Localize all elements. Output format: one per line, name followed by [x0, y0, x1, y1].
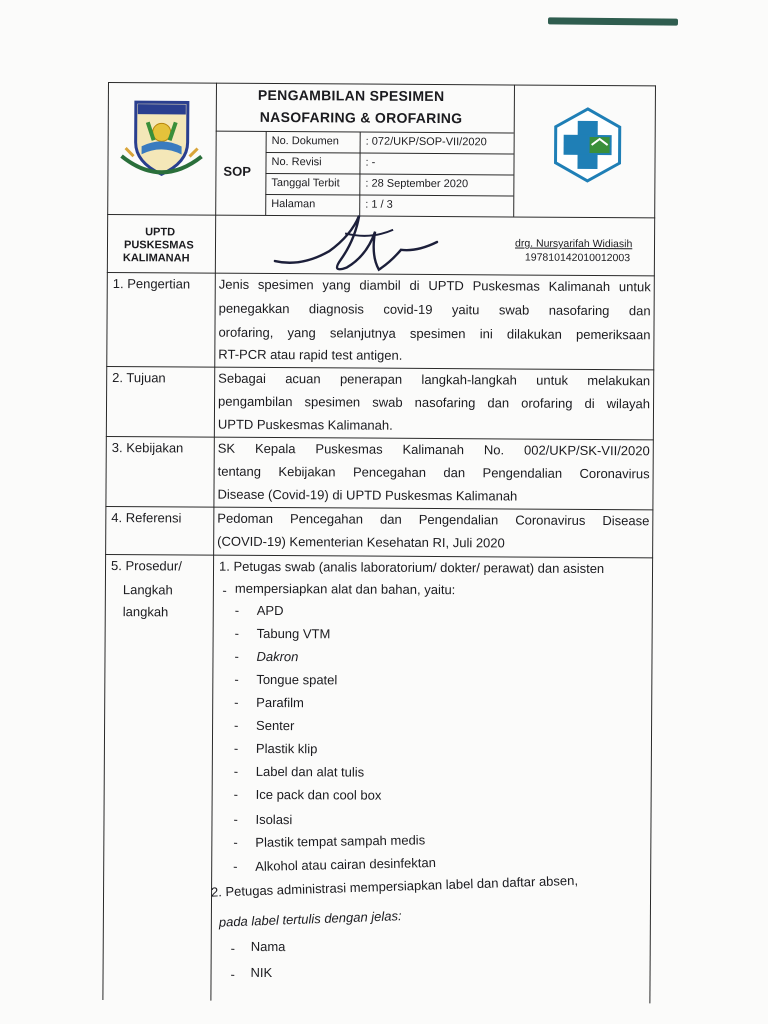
- meta-value-revision: : -: [365, 156, 376, 169]
- regency-emblem-logo: [117, 96, 206, 183]
- list-item: Label dan alat tulis: [255, 763, 365, 780]
- bullet-dash: -: [233, 740, 239, 756]
- document-title-line2: NASOFARING & OROFARING: [259, 108, 463, 127]
- signature-image: [271, 211, 441, 278]
- pengertian-line1: Jenis spesimen yang diambil di UPTD Puskesmas Kalimanah untuk: [218, 276, 651, 295]
- signer-name: drg. Nursyarifah Widiasih: [514, 237, 633, 251]
- bullet-dash: -: [233, 763, 239, 779]
- list-item: Tabung VTM: [256, 625, 331, 642]
- bullet-dash: -: [234, 625, 240, 641]
- kebijakan-line2: tentang Kebijakan Pencegahan dan Pengendalian Coronavirus: [217, 463, 650, 482]
- list-item: Ice pack dan cool box: [255, 786, 382, 803]
- bullet-dash: -: [234, 717, 239, 733]
- tujuan-line2: pengambilan spesimen swab nasofaring dan orofaring di wilayah: [218, 393, 651, 412]
- org-name-line1: UPTD: [145, 226, 176, 239]
- signer-nip: 197810142010012003: [524, 251, 631, 265]
- list-item: Alkohol atau cairan desinfektan: [255, 854, 437, 874]
- list-item: Tongue spatel: [256, 671, 338, 688]
- org-name-line3: KALIMANAH: [122, 252, 190, 265]
- list-item: Plastik tempat sampah medis: [255, 832, 426, 850]
- section-label-referensi: 4. Referensi: [111, 510, 182, 526]
- kebijakan-line3: Disease (Covid-19) di UPTD Puskesmas Kalimanah: [217, 486, 518, 504]
- section-label-tujuan: 2. Tujuan: [112, 370, 166, 386]
- section-label-prosedur-line3: langkah: [122, 604, 169, 620]
- step1-line1: 1. Petugas swab (analis laboratorium/ dokter/ perawat) dan asisten: [218, 558, 605, 577]
- scan-edge-mark: [548, 17, 678, 25]
- step2-line2: pada label tertulis dengan jelas:: [218, 908, 402, 930]
- meta-value-doc-number: : 072/UKP/SOP-VII/2020: [365, 135, 487, 149]
- list-item: Nama: [250, 938, 286, 955]
- bullet-dash: -: [234, 671, 239, 687]
- bullet-dash: -: [234, 648, 239, 664]
- meta-value-page: : 1 / 3: [365, 198, 393, 211]
- list-item: APD: [256, 602, 284, 619]
- tujuan-line1: Sebagai acuan penerapan langkah-langkah untuk melakukan: [218, 370, 651, 389]
- list-item: Parafilm: [256, 694, 304, 711]
- bullet-dash: -: [230, 966, 235, 982]
- meta-label-page: Halaman: [271, 197, 316, 211]
- meta-value-issue-date: : 28 September 2020: [365, 177, 469, 191]
- puskesmas-logo: [547, 105, 627, 185]
- list-item: Dakron: [256, 648, 299, 665]
- referensi-line2: (COVID-19) Kementerian Kesehatan RI, Juli 2020: [217, 533, 505, 551]
- pengertian-line4: RT-PCR atau rapid test antigen.: [218, 346, 403, 363]
- list-item: Isolasi: [255, 811, 293, 828]
- step2-line1: 2. Petugas administrasi mempersiapkan label dan daftar absen,: [210, 872, 579, 900]
- org-name-line2: PUSKESMAS: [123, 239, 194, 252]
- bullet-dash: -: [234, 602, 240, 618]
- section-label-prosedur-line2: Langkah -: [122, 582, 227, 598]
- section-label-pengertian: 1. Pengertian: [112, 276, 191, 292]
- step1-line2: mempersiapkan alat dan bahan, yaitu:: [234, 580, 456, 598]
- section-label-kebijakan: 3. Kebijakan: [111, 440, 184, 456]
- meta-label-revision: No. Revisi: [271, 156, 322, 169]
- tujuan-line3: UPTD Puskesmas Kalimanah.: [217, 416, 393, 433]
- bullet-dash: -: [233, 834, 238, 850]
- list-item: Plastik klip: [255, 740, 318, 757]
- pengertian-line2: penegakkan diagnosis covid-19 yaitu swab nasofaring dan: [218, 300, 651, 319]
- meta-label-doc-number: No. Dokumen: [271, 135, 339, 148]
- referensi-line1: Pedoman Pencegahan dan Pengendalian Coronavirus Disease: [217, 510, 650, 529]
- sop-document: [102, 82, 656, 1003]
- document-title-line1: PENGAMBILAN SPESIMEN: [257, 86, 445, 105]
- bullet-dash: -: [230, 940, 236, 956]
- kebijakan-line1: SK Kepala Puskesmas Kalimanah No. 002/UKP/SK-VII/2020: [217, 440, 650, 459]
- meta-label-issue-date: Tanggal Terbit: [271, 177, 340, 190]
- sop-label: SOP: [223, 163, 251, 179]
- bullet-dash: -: [233, 858, 238, 874]
- pengertian-line3: orofaring, yang selanjutnya spesimen ini dilakukan pemeriksaan: [218, 324, 651, 343]
- section-label-prosedur-line1: 5. Prosedur/: [111, 558, 182, 574]
- list-item: NIK: [250, 964, 273, 981]
- bullet-dash: -: [234, 694, 239, 710]
- bullet-dash: -: [233, 786, 239, 802]
- bullet-dash: -: [233, 811, 238, 827]
- list-item: Senter: [256, 717, 295, 734]
